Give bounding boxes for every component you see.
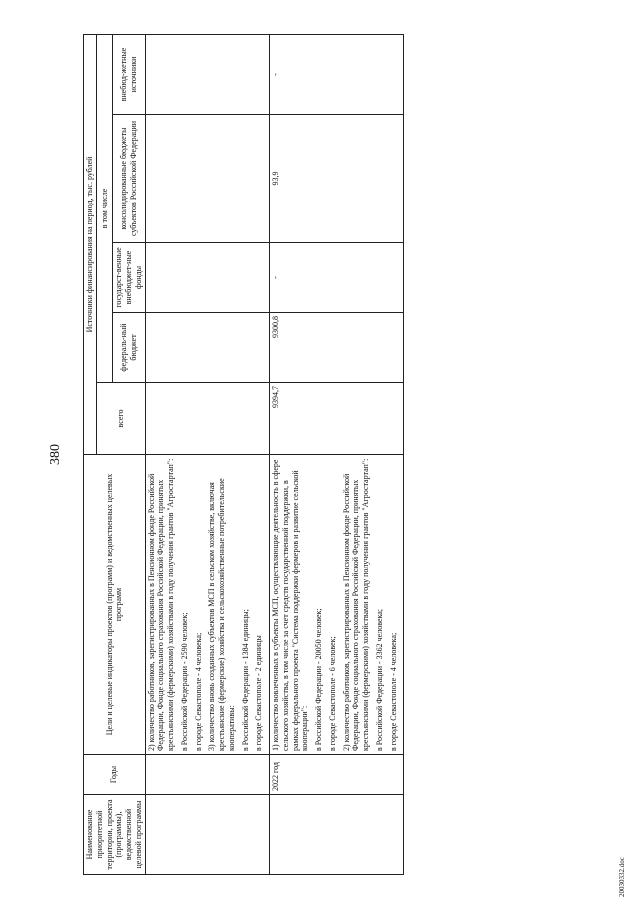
goal-line: в городе Севастополе - 6 человек; [327, 636, 337, 751]
header-regional: консолидированные бюджеты субъектов Российской Федерации [113, 115, 145, 243]
goal-line: в Российской Федерации - 20050 человек; [314, 608, 323, 751]
cell-total [145, 383, 270, 455]
header-total: всего [96, 383, 145, 455]
cell-name [270, 795, 404, 875]
header-goals: Цели и целевые индикаторы проектов (программ) и ведомственных целевых программ [84, 455, 146, 755]
goal-line: в Российской Федерации - 3362 человека; [374, 608, 384, 751]
goal-line: 2) количество работников, зарегистрированных в Пенсионном фонде Российской Федерации, Фонде социального страхования Российской Федерации, принятых крестьянскими (фермерскими) хозяйствами в году получения грантов "Агростартап": [341, 458, 370, 751]
goal-line: 1) количество вовлеченных в субъекты МСП, осуществляющие деятельность в сфере сельского хозяйства, в том числе за счет средств государственной поддержки, в рамках федерального проекта "Система поддержки фермеров и развитие сельской кооперации": [271, 459, 310, 751]
goal-line: в городе Севастополе - 4 человека; [388, 632, 398, 751]
cell-goals [270, 455, 404, 755]
cell-extra [145, 34, 270, 114]
header-name: Наименование приоритетной территории, проекта (программы), ведомственной целевой программы [84, 795, 146, 875]
cell-state-funds [145, 243, 270, 313]
cell-year: 2022 год [270, 755, 404, 795]
goal-line: 3) количество вновь созданных субъектов МСП в сельском хозяйстве, включая крестьянские (фермерские) хозяйства и сельскохозяйственные потребительские кооперативы: [207, 478, 236, 751]
header-in-that: в том числе [96, 34, 113, 382]
cell-regional [145, 115, 270, 243]
goal-line: в городе Севастополе - 2 единицы [254, 635, 264, 751]
cell-federal [145, 313, 270, 383]
cell-federal: 9300,8 [270, 313, 404, 383]
goal-line: в Российской Федерации - 1384 единицы; [240, 609, 250, 751]
cell-year [145, 755, 270, 795]
goal-line: в городе Севастополе - 4 человека; [193, 632, 203, 751]
cell-name [145, 795, 270, 875]
funding-table [83, 34, 404, 875]
table-row [270, 34, 404, 874]
header-sources: Источники финансирования на период, тыс. рублей [84, 34, 97, 454]
header-extra: внебюд-жетные источники [113, 34, 145, 114]
header-years: Годы [84, 755, 146, 795]
header-federal: федераль-ный бюджет [113, 313, 145, 383]
header-state-funds: государст-венные внебюджет-ные фонды [113, 243, 145, 313]
document-id: 20030332.doc [618, 857, 626, 897]
goal-line: в Российской Федерации - 2590 человек; [179, 612, 189, 751]
cell-regional: 93,9 [270, 115, 404, 243]
page-number: 380 [48, 444, 63, 465]
cell-goals [145, 455, 270, 755]
cell-total: 9394,7 [270, 383, 404, 455]
table-row [145, 34, 270, 874]
goal-line: 2) количество работников, зарегистрированных в Пенсионном фонде Российской Федерации, Фонде социального страхования Российской Федерации, принятых крестьянскими (фермерскими) хозяйствами в году получения грантов "Агростартап": [146, 458, 175, 751]
cell-extra: - [270, 34, 404, 114]
cell-state-funds: - [270, 243, 404, 313]
